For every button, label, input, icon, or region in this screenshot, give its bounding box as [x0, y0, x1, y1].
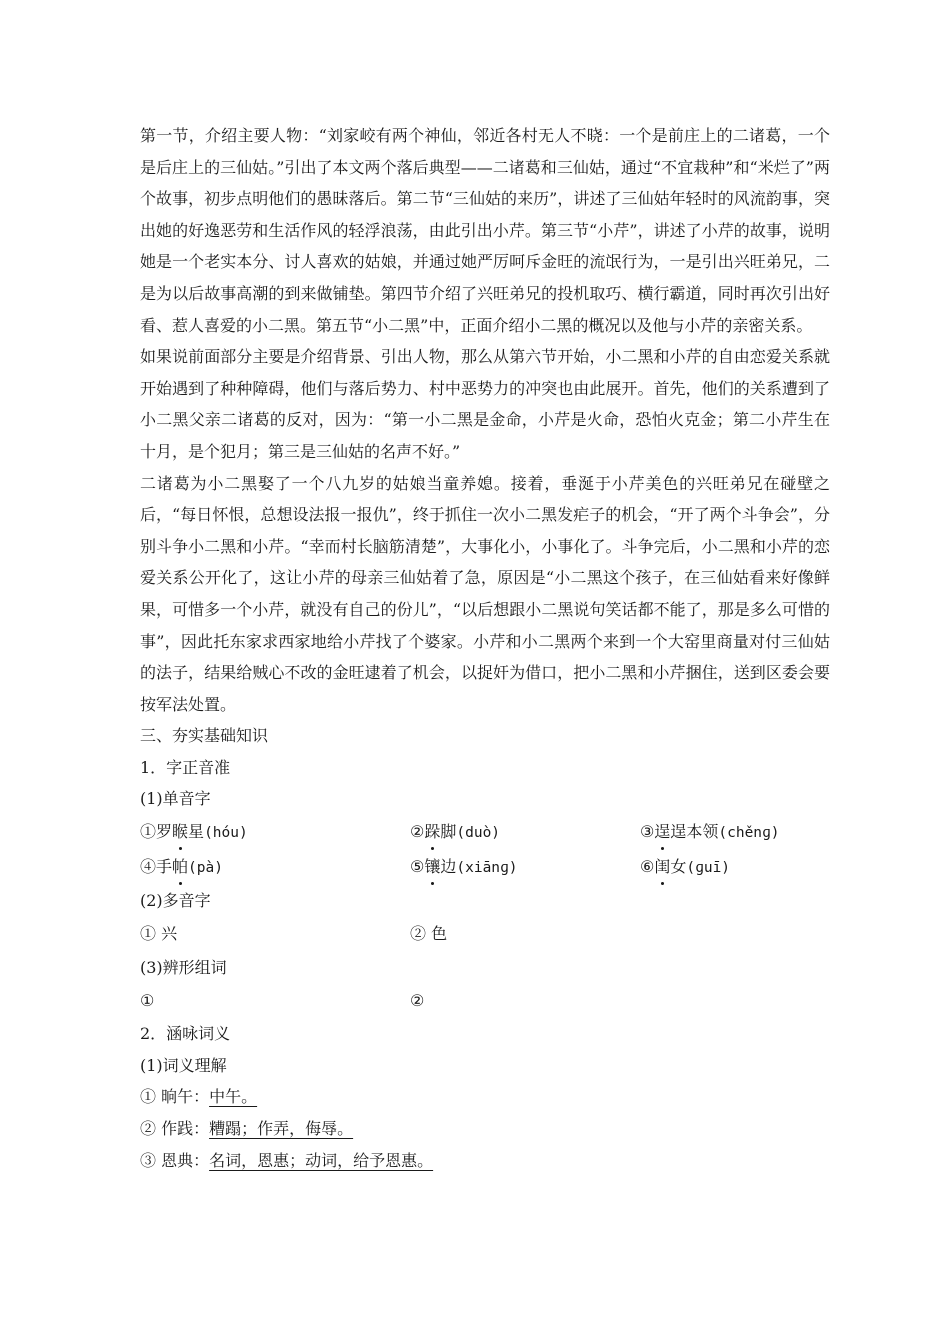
pronunciation-row-1 — [140, 815, 830, 850]
pron-text-post: 星 — [188, 821, 205, 841]
pron-number: ① — [140, 821, 157, 841]
pron-dotted-char: 帕 — [172, 851, 188, 883]
pron-dotted-char: 镶 — [424, 851, 440, 883]
pron-text-post: 逞本领 — [670, 821, 719, 841]
pron-pinyin: (hóu) — [204, 824, 248, 841]
definition-meaning: 中午。 — [209, 1087, 258, 1107]
polyphone-item-1: ① 兴 — [140, 924, 178, 944]
pron-item-3 — [640, 816, 830, 850]
definition-meaning: 糟蹋；作弄，侮辱。 — [209, 1119, 354, 1139]
pron-dotted-char: 跺 — [424, 816, 440, 848]
definition-meaning: 名词，恩惠；动词，给予恩惠。 — [209, 1150, 434, 1170]
sub-3-title: (3)辨形组词 — [140, 957, 227, 977]
pron-dotted-char: 睺 — [172, 816, 188, 848]
section-title: 三、夯实基础知识 — [140, 726, 269, 746]
definition-2 — [140, 1113, 830, 1145]
pron-pinyin: (ɡuī) — [686, 859, 731, 876]
pron-number: ⑤ — [410, 856, 425, 876]
pron-dotted-char: 逞 — [654, 816, 670, 848]
item-2-title: 2．涵咏词义 — [140, 1024, 231, 1044]
pron-text-pre: 手 — [156, 856, 173, 876]
pronunciation-row-2 — [140, 850, 830, 885]
pron-pinyin: (duò) — [456, 824, 501, 841]
definition-term: ② 作践： — [140, 1119, 210, 1139]
pron-item-1 — [140, 816, 410, 850]
pron-number: ④ — [140, 856, 157, 876]
paragraph-1: 第一节，介绍主要人物：“刘家峧有两个神仙，邻近各村无人不晓：一个是前庄上的二诸葛，一个是后庄上的三仙姑。”引出了本文两个落后典型——二诸葛和三仙姑，通过“不宜栽种”和“米烂了”两个故事，初步点明他们的愚昧落后。第二节“三仙姑的来历”，讲述了三仙姑年轻时的风流韵事，突出她的好逸恶劳和生活作风的轻浮浪荡，由此引出小芹。第三节“小芹”，讲述了小芹的故事，说明她是一个老实本分、讨人喜欢的姑娘，并通过她严厉呵斥金旺的流氓行为，一是引出兴旺弟兄，二是为以后故事高潮的到来做铺垫。第四节介绍了兴旺弟兄的投机取巧、横行霸道，同时再次引出好看、惹人喜爱的小二黑。第五节“小二黑”中，正面介绍小二黑的概况以及他与小芹的亲密关系。 — [140, 126, 830, 335]
polyphone-item-2: ② 色 — [410, 924, 448, 944]
pron-item-4 — [140, 851, 410, 885]
definition-1 — [140, 1081, 830, 1113]
definition-3 — [140, 1145, 830, 1177]
sub-4-title: (1)词义理解 — [140, 1055, 227, 1075]
pron-item-5 — [410, 851, 640, 885]
pron-pinyin: (xiānɡ) — [456, 859, 518, 876]
sub-2-title: (2)多音字 — [140, 891, 211, 911]
definition-term: ③ 恩典： — [140, 1150, 210, 1170]
item-1-title: 1．字正音准 — [140, 757, 231, 777]
pron-number: ② — [410, 821, 425, 841]
pron-text-post: 女 — [670, 856, 687, 876]
pron-text-post: 脚 — [440, 821, 457, 841]
pron-pinyin: (pà) — [188, 859, 223, 876]
pron-text-pre: 罗 — [156, 821, 173, 841]
pron-pinyin: (chěnɡ) — [718, 824, 780, 841]
pron-dotted-char: 闺 — [654, 851, 670, 883]
shape-item-1: ① — [140, 990, 155, 1010]
pron-text-post: 边 — [440, 856, 457, 876]
pron-number: ③ — [640, 821, 655, 841]
polyphone-row — [140, 917, 830, 952]
pron-item-6 — [640, 851, 830, 885]
paragraph-3: 二诸葛为小二黑娶了一个八九岁的姑娘当童养媳。接着，垂涎于小芹美色的兴旺弟兄在碰壁之后，“每日怀恨，总想设法报一报仇”，终于抓住一次小二黑发疟子的机会，“开了两个斗争会”，分别斗争小二黑和小芹。“幸而村长脑筋清楚”，大事化小，小事化了。斗争完后，小二黑和小芹的恋爱关系公开化了，这让小芹的母亲三仙姑着了急，原因是“小二黑这个孩子，在三仙姑看来好像鲜果，可惜多一个小芹，就没有自己的份儿”，“以后想跟小二黑说句笑话都不能了，那是多么可惜的事”，因此托东家求西家地给小芹找了个婆家。小芹和小二黑两个来到一个大窑里商量对付三仙姑的法子，结果给贼心不改的金旺逮着了机会，以捉奸为借口，把小二黑和小芹捆住，送到区委会要按军法处置。 — [140, 473, 830, 714]
pron-number: ⑥ — [640, 856, 655, 876]
pron-item-2 — [410, 816, 640, 850]
sub-1-title: (1)单音字 — [140, 789, 211, 809]
document-body — [140, 120, 830, 1176]
paragraph-2: 如果说前面部分主要是介绍背景、引出人物，那么从第六节开始，小二黑和小芹的自由恋爱关系就开始遇到了种种障碍，他们与落后势力、村中恶势力的冲突也由此展开。首先，他们的关系遭到了小二黑父亲二诸葛的反对，因为：“第一小二黑是金命，小芹是火命，恐怕火克金；第二小芹生在十月，是个犯月；第三是三仙姑的名声不好。” — [140, 347, 830, 461]
shape-item-2: ② — [410, 990, 425, 1010]
definition-term: ① 晌午： — [140, 1087, 210, 1107]
shape-words-row — [140, 983, 830, 1018]
